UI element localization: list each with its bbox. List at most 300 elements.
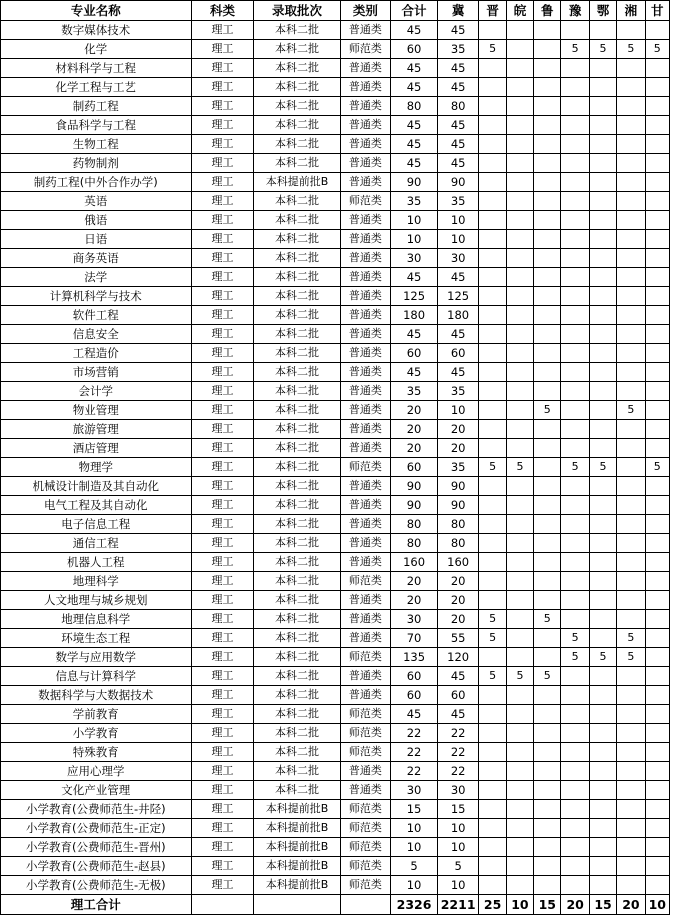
gansu-cell [645, 477, 669, 496]
shandong-cell [534, 363, 561, 382]
admission-batch: 本科二批 [254, 591, 340, 610]
table-row [1, 686, 670, 705]
hunan-cell [617, 477, 645, 496]
shanxi-cell [479, 325, 506, 344]
hubei-cell [589, 781, 616, 800]
hebei-cell: 35 [437, 40, 479, 59]
gansu-cell [645, 230, 669, 249]
hubei-cell [589, 629, 616, 648]
shanxi-cell [479, 496, 506, 515]
shandong-cell [534, 781, 561, 800]
table-row [1, 211, 670, 230]
hebei-cell: 20 [437, 439, 479, 458]
hubei-cell [589, 344, 616, 363]
hubei-cell [589, 743, 616, 762]
shandong-cell [534, 306, 561, 325]
shanxi-cell [479, 211, 506, 230]
total-cell: 45 [391, 363, 438, 382]
subject-type: 理工 [191, 857, 254, 876]
hunan-cell [617, 344, 645, 363]
hunan-cell [617, 743, 645, 762]
henan-cell [561, 325, 589, 344]
total-cell: 80 [391, 97, 438, 116]
category: 普通类 [340, 211, 391, 230]
category: 师范类 [340, 724, 391, 743]
major-name: 食品科学与工程 [1, 116, 192, 135]
major-name: 信息安全 [1, 325, 192, 344]
shandong-cell [534, 857, 561, 876]
total-category [340, 895, 391, 915]
total-cell: 125 [391, 287, 438, 306]
gansu-cell [645, 648, 669, 667]
shanxi-cell: 5 [479, 610, 506, 629]
shandong-cell [534, 477, 561, 496]
total-cell: 45 [391, 325, 438, 344]
gansu-cell [645, 268, 669, 287]
table-row [1, 743, 670, 762]
admission-batch: 本科二批 [254, 496, 340, 515]
anhui-cell [506, 173, 533, 192]
subject-type: 理工 [191, 724, 254, 743]
anhui-cell [506, 211, 533, 230]
hunan-cell [617, 230, 645, 249]
category: 普通类 [340, 439, 391, 458]
hunan-cell [617, 211, 645, 230]
subject-type: 理工 [191, 420, 254, 439]
admission-batch: 本科二批 [254, 458, 340, 477]
gansu-cell [645, 97, 669, 116]
major-name: 环境生态工程 [1, 629, 192, 648]
header-hunan: 湘 [617, 1, 645, 21]
admission-batch: 本科二批 [254, 553, 340, 572]
table-row [1, 325, 670, 344]
admission-batch: 本科提前批B [254, 838, 340, 857]
admission-batch: 本科二批 [254, 705, 340, 724]
total-cell: 10 [391, 876, 438, 895]
shanxi-cell [479, 154, 506, 173]
gansu-cell [645, 420, 669, 439]
shandong-cell [534, 344, 561, 363]
henan-cell [561, 724, 589, 743]
anhui-cell [506, 40, 533, 59]
table-row [1, 857, 670, 876]
admission-batch: 本科二批 [254, 401, 340, 420]
shanxi-cell [479, 477, 506, 496]
category: 师范类 [340, 800, 391, 819]
total-henan: 20 [561, 895, 589, 915]
total-cell: 60 [391, 344, 438, 363]
major-name: 信息与计算科学 [1, 667, 192, 686]
hebei-cell: 45 [437, 21, 479, 40]
header-henan: 豫 [561, 1, 589, 21]
table-row [1, 116, 670, 135]
total-cell: 60 [391, 686, 438, 705]
hubei-cell [589, 268, 616, 287]
shanxi-cell [479, 781, 506, 800]
shanxi-cell [479, 344, 506, 363]
hunan-cell [617, 686, 645, 705]
major-name: 物业管理 [1, 401, 192, 420]
major-name: 药物制剂 [1, 154, 192, 173]
major-name: 电气工程及其自动化 [1, 496, 192, 515]
shanxi-cell [479, 762, 506, 781]
category: 普通类 [340, 534, 391, 553]
gansu-cell [645, 781, 669, 800]
shandong-cell [534, 192, 561, 211]
hubei-cell [589, 591, 616, 610]
total-cell: 45 [391, 154, 438, 173]
subject-type: 理工 [191, 629, 254, 648]
hebei-cell: 35 [437, 192, 479, 211]
anhui-cell [506, 344, 533, 363]
subject-type: 理工 [191, 591, 254, 610]
hebei-cell: 45 [437, 116, 479, 135]
gansu-cell [645, 344, 669, 363]
gansu-cell [645, 838, 669, 857]
gansu-cell [645, 591, 669, 610]
hubei-cell [589, 477, 616, 496]
henan-cell [561, 401, 589, 420]
table-row [1, 40, 670, 59]
shanxi-cell [479, 306, 506, 325]
category: 师范类 [340, 648, 391, 667]
anhui-cell [506, 59, 533, 78]
total-hunan: 20 [617, 895, 645, 915]
henan-cell [561, 762, 589, 781]
hubei-cell [589, 382, 616, 401]
total-cell: 22 [391, 762, 438, 781]
anhui-cell [506, 838, 533, 857]
total-cell: 80 [391, 515, 438, 534]
henan-cell [561, 781, 589, 800]
henan-cell [561, 230, 589, 249]
subject-type: 理工 [191, 515, 254, 534]
henan-cell [561, 116, 589, 135]
major-name: 化学工程与工艺 [1, 78, 192, 97]
henan-cell [561, 306, 589, 325]
major-name: 化学 [1, 40, 192, 59]
category: 普通类 [340, 230, 391, 249]
hunan-cell [617, 21, 645, 40]
category: 普通类 [340, 325, 391, 344]
henan-cell [561, 192, 589, 211]
shandong-cell [534, 458, 561, 477]
shanxi-cell [479, 515, 506, 534]
total-cell: 160 [391, 553, 438, 572]
shanxi-cell [479, 268, 506, 287]
gansu-cell [645, 135, 669, 154]
total-cell: 35 [391, 382, 438, 401]
gansu-cell [645, 819, 669, 838]
subject-type: 理工 [191, 306, 254, 325]
total-cell: 90 [391, 477, 438, 496]
gansu-cell [645, 59, 669, 78]
gansu-cell [645, 325, 669, 344]
henan-cell [561, 515, 589, 534]
anhui-cell [506, 363, 533, 382]
table-row [1, 458, 670, 477]
anhui-cell [506, 515, 533, 534]
hubei-cell [589, 515, 616, 534]
header-row [1, 1, 670, 21]
shandong-cell [534, 420, 561, 439]
total-cell: 45 [391, 705, 438, 724]
shandong-cell [534, 648, 561, 667]
gansu-cell [645, 306, 669, 325]
shandong-cell [534, 534, 561, 553]
table-row [1, 135, 670, 154]
hubei-cell [589, 857, 616, 876]
henan-cell [561, 173, 589, 192]
major-name: 特殊教育 [1, 743, 192, 762]
total-cell: 60 [391, 458, 438, 477]
table-row [1, 287, 670, 306]
total-cell: 90 [391, 496, 438, 515]
gansu-cell [645, 610, 669, 629]
table-row [1, 572, 670, 591]
hebei-cell: 10 [437, 230, 479, 249]
shandong-cell [534, 572, 561, 591]
henan-cell [561, 477, 589, 496]
category: 普通类 [340, 59, 391, 78]
hunan-cell [617, 496, 645, 515]
hebei-cell: 45 [437, 59, 479, 78]
anhui-cell [506, 629, 533, 648]
hebei-cell: 80 [437, 534, 479, 553]
hubei-cell [589, 724, 616, 743]
hebei-cell: 20 [437, 610, 479, 629]
shanxi-cell [479, 838, 506, 857]
shandong-cell [534, 762, 561, 781]
hunan-cell [617, 306, 645, 325]
henan-cell [561, 78, 589, 97]
hebei-cell: 15 [437, 800, 479, 819]
total-cell: 180 [391, 306, 438, 325]
category: 普通类 [340, 629, 391, 648]
hunan-cell [617, 135, 645, 154]
hubei-cell [589, 116, 616, 135]
subject-type: 理工 [191, 173, 254, 192]
subject-type: 理工 [191, 610, 254, 629]
admission-batch: 本科提前批B [254, 857, 340, 876]
hunan-cell [617, 781, 645, 800]
anhui-cell [506, 819, 533, 838]
hebei-cell: 35 [437, 382, 479, 401]
hubei-cell [589, 21, 616, 40]
shanxi-cell: 5 [479, 667, 506, 686]
gansu-cell [645, 762, 669, 781]
total-cell: 10 [391, 230, 438, 249]
hebei-cell: 35 [437, 458, 479, 477]
admission-batch: 本科二批 [254, 40, 340, 59]
gansu-cell [645, 173, 669, 192]
table-row [1, 363, 670, 382]
table-row [1, 268, 670, 287]
hebei-cell: 160 [437, 553, 479, 572]
major-name: 文化产业管理 [1, 781, 192, 800]
shandong-cell [534, 97, 561, 116]
gansu-cell [645, 401, 669, 420]
admission-batch: 本科二批 [254, 781, 340, 800]
category: 普通类 [340, 116, 391, 135]
hunan-cell [617, 78, 645, 97]
total-cell: 80 [391, 534, 438, 553]
henan-cell [561, 439, 589, 458]
total-cell: 20 [391, 439, 438, 458]
anhui-cell: 5 [506, 458, 533, 477]
shandong-cell [534, 629, 561, 648]
shandong-cell [534, 116, 561, 135]
hunan-cell [617, 667, 645, 686]
table-row [1, 401, 670, 420]
table-row [1, 477, 670, 496]
shandong-cell [534, 819, 561, 838]
hubei-cell [589, 363, 616, 382]
major-name: 机器人工程 [1, 553, 192, 572]
category: 师范类 [340, 838, 391, 857]
table-row [1, 230, 670, 249]
subject-type: 理工 [191, 401, 254, 420]
hubei-cell [589, 686, 616, 705]
shanxi-cell [479, 363, 506, 382]
table-row [1, 724, 670, 743]
table-row [1, 344, 670, 363]
hunan-cell [617, 819, 645, 838]
hubei-cell [589, 667, 616, 686]
category: 普通类 [340, 553, 391, 572]
anhui-cell [506, 287, 533, 306]
hunan-cell [617, 116, 645, 135]
anhui-cell [506, 743, 533, 762]
hebei-cell: 80 [437, 515, 479, 534]
subject-type: 理工 [191, 40, 254, 59]
subject-type: 理工 [191, 553, 254, 572]
hebei-cell: 45 [437, 667, 479, 686]
total-hebei: 2211 [437, 895, 479, 915]
admission-batch: 本科二批 [254, 268, 340, 287]
gansu-cell [645, 876, 669, 895]
total-anhui: 10 [506, 895, 533, 915]
anhui-cell [506, 154, 533, 173]
major-name: 生物工程 [1, 135, 192, 154]
header-total: 合计 [391, 1, 438, 21]
hunan-cell [617, 515, 645, 534]
major-name: 通信工程 [1, 534, 192, 553]
shandong-cell [534, 173, 561, 192]
hunan-cell [617, 59, 645, 78]
anhui-cell [506, 553, 533, 572]
henan-cell [561, 705, 589, 724]
hunan-cell: 5 [617, 629, 645, 648]
hebei-cell: 20 [437, 591, 479, 610]
hubei-cell [589, 876, 616, 895]
subject-type: 理工 [191, 211, 254, 230]
hebei-cell: 45 [437, 78, 479, 97]
hubei-cell: 5 [589, 458, 616, 477]
subject-type: 理工 [191, 135, 254, 154]
table-row [1, 667, 670, 686]
header-gansu: 甘 [645, 1, 669, 21]
hebei-cell: 90 [437, 477, 479, 496]
hunan-cell [617, 363, 645, 382]
gansu-cell [645, 154, 669, 173]
admission-batch: 本科二批 [254, 686, 340, 705]
shanxi-cell [479, 249, 506, 268]
anhui-cell: 5 [506, 667, 533, 686]
hubei-cell [589, 306, 616, 325]
gansu-cell [645, 439, 669, 458]
hebei-cell: 45 [437, 135, 479, 154]
shanxi-cell [479, 21, 506, 40]
shanxi-cell [479, 553, 506, 572]
shanxi-cell [479, 648, 506, 667]
admission-batch: 本科二批 [254, 192, 340, 211]
subject-type: 理工 [191, 496, 254, 515]
hunan-cell: 5 [617, 401, 645, 420]
admission-batch: 本科二批 [254, 325, 340, 344]
hunan-cell [617, 610, 645, 629]
shanxi-cell [479, 420, 506, 439]
henan-cell [561, 135, 589, 154]
hebei-cell: 10 [437, 401, 479, 420]
category: 普通类 [340, 762, 391, 781]
category: 普通类 [340, 363, 391, 382]
henan-cell: 5 [561, 458, 589, 477]
shanxi-cell: 5 [479, 40, 506, 59]
major-name: 数据科学与大数据技术 [1, 686, 192, 705]
category: 普通类 [340, 21, 391, 40]
hunan-cell [617, 268, 645, 287]
gansu-cell [645, 724, 669, 743]
admission-batch: 本科提前批B [254, 800, 340, 819]
anhui-cell [506, 21, 533, 40]
table-row [1, 192, 670, 211]
anhui-cell [506, 496, 533, 515]
anhui-cell [506, 686, 533, 705]
hebei-cell: 20 [437, 572, 479, 591]
subject-type: 理工 [191, 21, 254, 40]
category: 普通类 [340, 173, 391, 192]
total-cell: 60 [391, 40, 438, 59]
table-row [1, 838, 670, 857]
shandong-cell [534, 838, 561, 857]
hubei-cell [589, 800, 616, 819]
table-row [1, 534, 670, 553]
table-row [1, 553, 670, 572]
admission-batch: 本科二批 [254, 363, 340, 382]
hebei-cell: 5 [437, 857, 479, 876]
admission-batch: 本科二批 [254, 135, 340, 154]
hunan-cell [617, 382, 645, 401]
admission-batch: 本科二批 [254, 629, 340, 648]
subject-type: 理工 [191, 477, 254, 496]
header-shandong: 鲁 [534, 1, 561, 21]
admission-batch: 本科提前批B [254, 819, 340, 838]
hubei-cell [589, 439, 616, 458]
admission-batch: 本科二批 [254, 211, 340, 230]
shanxi-cell [479, 382, 506, 401]
henan-cell [561, 97, 589, 116]
shanxi-cell [479, 192, 506, 211]
hebei-cell: 30 [437, 249, 479, 268]
table-row [1, 648, 670, 667]
subject-type: 理工 [191, 876, 254, 895]
shandong-cell [534, 743, 561, 762]
anhui-cell [506, 857, 533, 876]
gansu-cell [645, 686, 669, 705]
shanxi-cell [479, 59, 506, 78]
anhui-cell [506, 477, 533, 496]
